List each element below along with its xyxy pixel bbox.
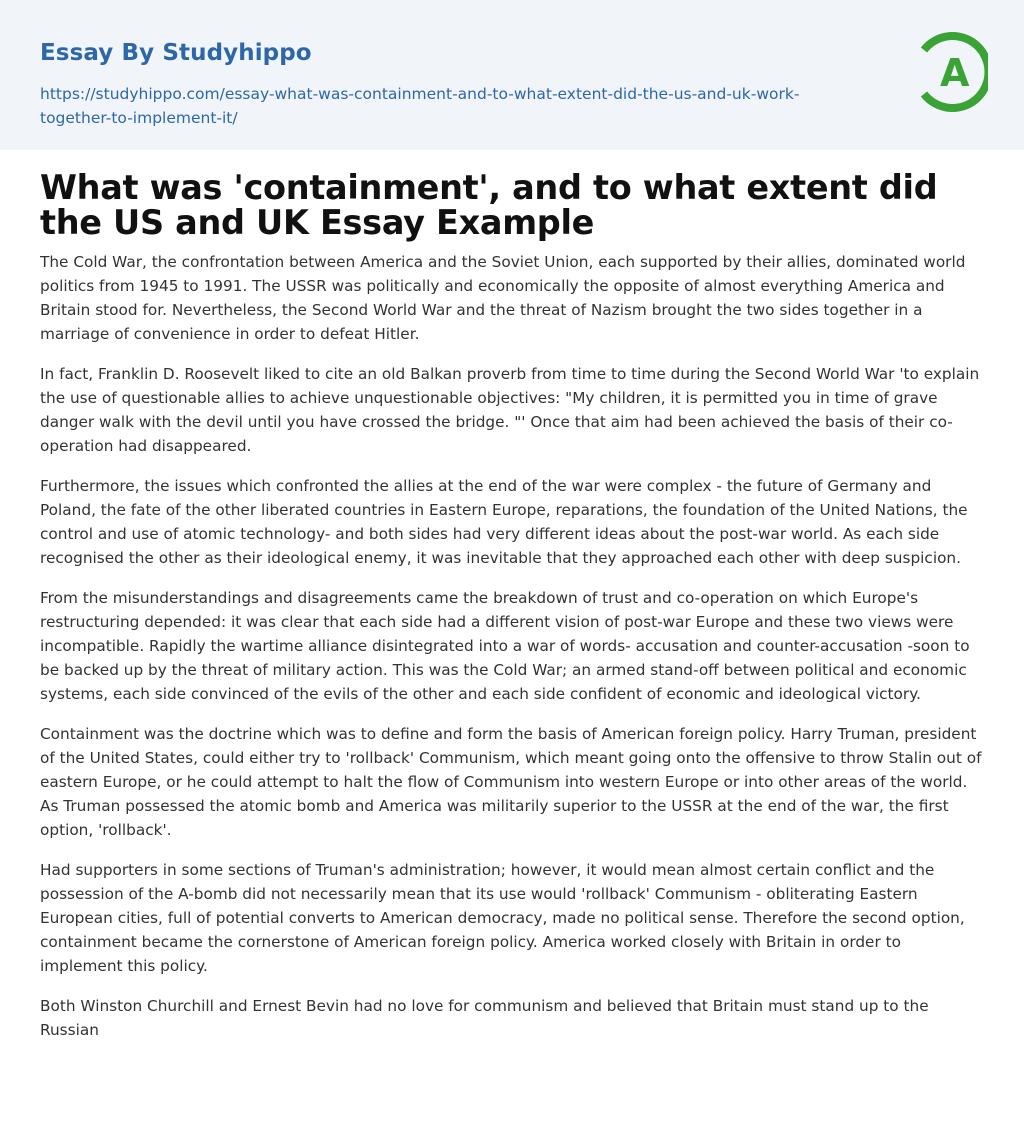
brand-title[interactable]: Essay By Studyhippo [40, 40, 312, 66]
site-header [0, 0, 1024, 150]
paragraph: Containment was the doctrine which was to define and form the basis of American foreign policy. Harry Truman, president of the United States, could either try to 'rollback' Communism, which meant going onto the offensive to throw Stalin out of eastern Europe, or he could attempt to halt the flow of Communism into western Europe or into other areas of the world. As Truman possessed the atomic bomb and America was militarily superior to the USSR at the end of the war, the first option, 'rollback'. [40, 725, 982, 839]
paragraph: Both Winston Churchill and Ernest Bevin had no love for communism and believed that Britain must stand up to the Russian [40, 997, 929, 1039]
logo-letter: A [940, 51, 970, 95]
studyhippo-logo-icon[interactable] [912, 28, 988, 116]
paragraph: Furthermore, the issues which confronted the allies at the end of the war were complex - the future of Germany and Poland, the fate of the other liberated countries in Eastern Europe, reparations, the foundation of the United Nations, the control and use of atomic technology- and both sides had very different ideas about the post-war world. As each side recognised the other as their ideological enemy, it was inevitable that they approached each other with deep suspicion. [40, 477, 968, 567]
article [40, 170, 984, 1058]
source-url-link[interactable]: https://studyhippo.com/essay-what-was-containment-and-to-what-extent-did-the-us-and-uk-work-together-to-implement-it/ [40, 85, 800, 127]
paragraph: The Cold War, the confrontation between America and the Soviet Union, each supported by their allies, dominated world politics from 1945 to 1991. The USSR was politically and economically the opposite of almost everything America and Britain stood for. Nevertheless, the Second World War and the threat of Nazism brought the two sides together in a marriage of convenience in order to defeat Hitler. [40, 253, 966, 343]
paragraph: From the misunderstandings and disagreements came the breakdown of trust and co-operation on which Europe's restructuring depended: it was clear that each side had a different vision of post-war Europe and these two views were incompatible. Rapidly the wartime alliance disintegrated into a war of words- accusation and counter-accusation -soon to be backed up by the threat of military action. This was the Cold War; an armed stand-off between political and economic systems, each side convinced of the evils of the other and each side confident of economic and ideological victory. [40, 589, 970, 703]
page-title: What was 'containment', and to what extent did the US and UK Essay Example [40, 168, 938, 242]
paragraph: Had supporters in some sections of Truman's administration; however, it would mean almost certain conflict and the possession of the A-bomb did not necessarily mean that its use would 'rollback' Communism - obliterating Eastern European cities, full of potential converts to American democracy, made no political sense. Therefore the second option, containment became the cornerstone of American foreign policy. America worked closely with Britain in order to implement this policy. [40, 861, 965, 975]
paragraph: In fact, Franklin D. Roosevelt liked to cite an old Balkan proverb from time to time during the Second World War 'to explain the use of questionable allies to achieve unquestionable objectives: "My children, it is permitted you in time of grave danger walk with the devil until you have crossed the bridge. "' Once that aim had been achieved the basis of their co-operation had disappeared. [40, 365, 980, 455]
